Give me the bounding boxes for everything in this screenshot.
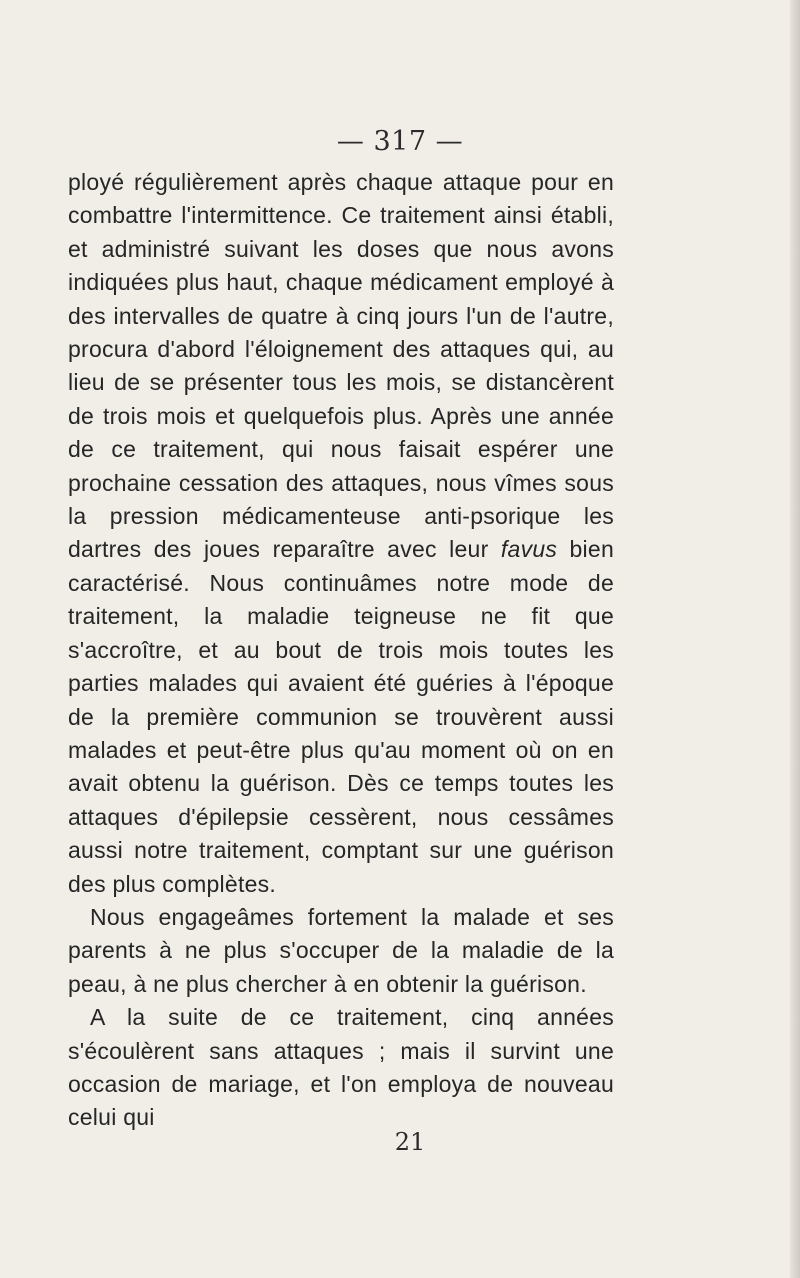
- paragraph-1-text-a: ployé régulièrement après chaque attaque pour en combattre l'intermittence. Ce traitement ainsi établi, et administré suivant les doses que nous avons indiquées plus haut, chaque médicament employé à des intervalles de quatre à cinq jours l'un de l'autre, procura d'abord l'éloignement des attaques qui, au lieu de se présenter tous les mois, se distancèrent de trois mois et quelquefois plus. Après une année de ce traitement, qui nous faisait espérer une prochaine cessation des attaques, nous vîmes sous la pression médicamenteuse anti-psorique les dartres des joues reparaître avec leur: [68, 169, 614, 563]
- paragraph-3: A la suite de ce traitement, cinq années s'écoulèrent sans attaques ; mais il survint une occasion de mariage, et l'on employa de nouveau celui qui: [68, 1004, 614, 1131]
- paragraph-1-text-b: bien caractérisé. Nous continuâmes notre mode de traitement, la maladie teigneuse ne fit que s'accroître, et au bout de trois mois toutes les parties malades qui avaient été guéries à l'époque de la première communion se trouvèrent aussi malades et peut-être plus qu'au moment où on en avait obtenu la guérison. Dès ce temps toutes les attaques d'épilepsie cessèrent, nous cessâmes aussi notre traitement, comptant sur une guérison des plus complètes.: [68, 536, 614, 897]
- paragraph-1: [68, 166, 614, 901]
- page-edge: [790, 0, 800, 1278]
- page-number: — 317 —: [336, 126, 464, 157]
- page-text: [68, 166, 614, 1135]
- italic-term: favus: [500, 536, 558, 563]
- paragraph-2: Nous engageâmes fortement la malade et ses parents à ne plus s'occuper de la maladie de la peau, à ne plus chercher à en obtenir la guérison.: [68, 903, 614, 997]
- signature-mark: 21: [394, 1128, 426, 1156]
